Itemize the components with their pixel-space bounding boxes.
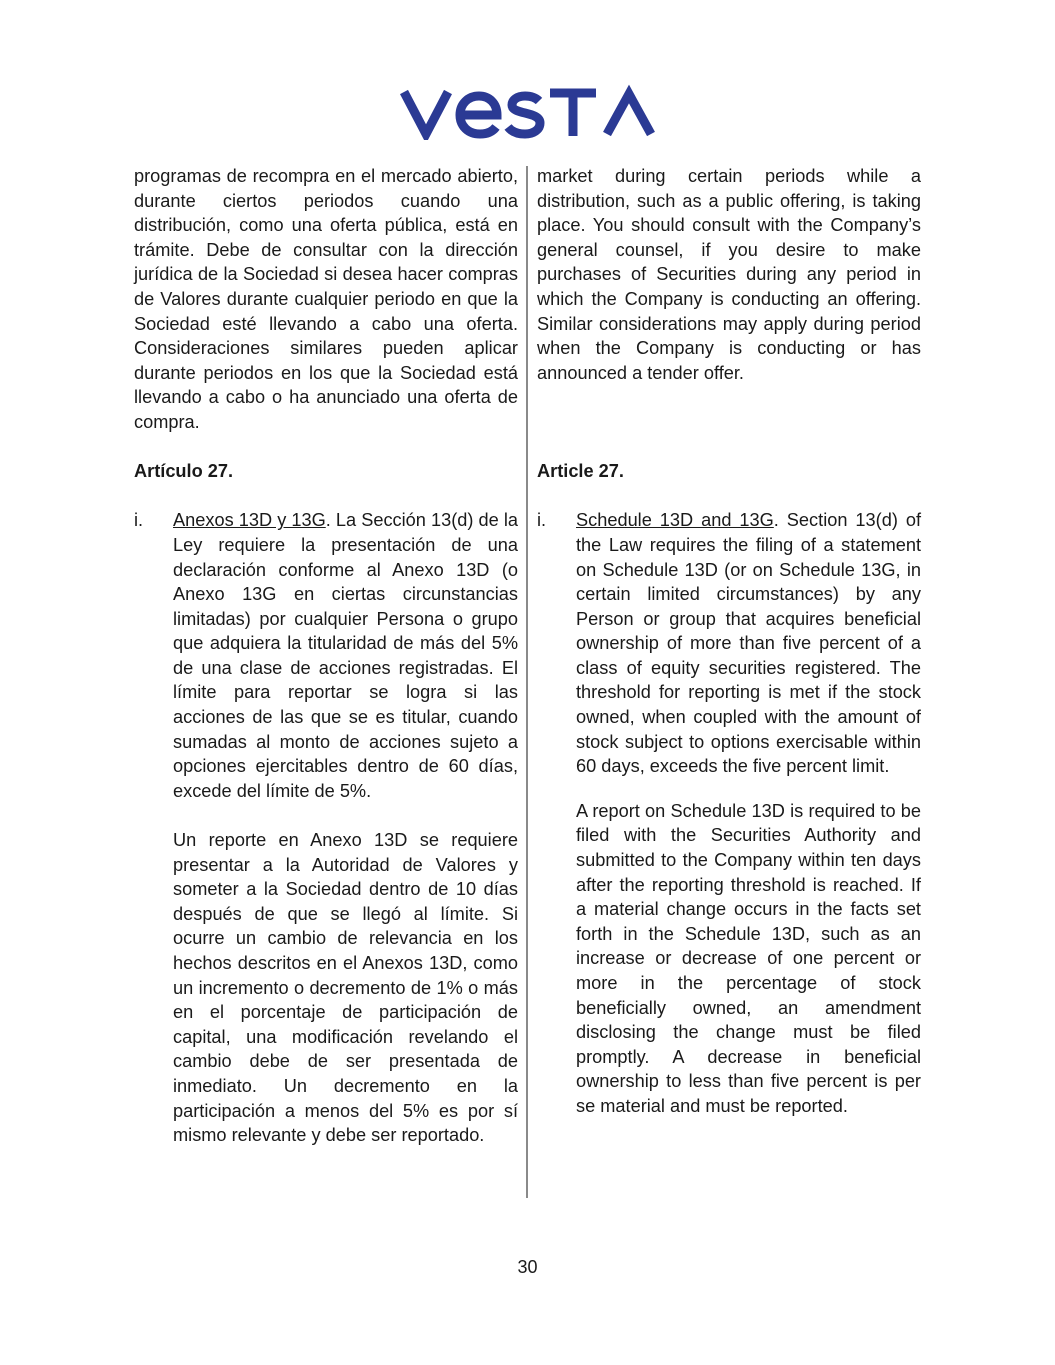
spanish-article-heading: Artículo 27. [134,461,234,482]
english-intro-paragraph: market during certain periods while a distribution, such as a public offering, is taking place. You should consult with the Company’s general counsel, if you desire to make purchases of Securities during any period in which the Company is conducting an offering. Similar considerations may apply during period when the Company is conducting or has announced a tender offer. [537,166,921,383]
english-article-heading: Article 27. [537,461,624,482]
english-column [537,164,921,1119]
list-marker: i. [134,510,144,531]
english-item-paragraph-1 [576,508,921,779]
spanish-column [134,164,518,1148]
vesta-logo [400,84,656,140]
spanish-item-paragraph-1 [173,508,518,803]
list-marker: i. [537,510,547,531]
spanish-item-text: . La Sección 13(d) de la Ley requiere la presentación de una declaración conforme al Anexo 13D (o Anexo 13G en ciertas circunstancias limitadas) por cualquier Persona o grupo que adquiera la titularidad de más del 5% de una clase de acciones registradas. El límite para reportar se logra si las acciones de las que se es titular, cuando sumadas al monto de acciones sujeto a opciones ejercitables dentro de 60 días, excede del límite de 5%. [173,510,518,801]
spanish-item-title: Anexos 13D y 13G [173,510,326,531]
english-item-title: Schedule 13D and 13G [576,510,774,531]
spanish-list-item [134,508,518,1147]
spanish-intro-paragraph: programas de recompra en el mercado abierto, durante ciertos periodos cuando una distribución, como una oferta pública, está en trámite. Debe de consultar con la dirección jurídica de la Sociedad si desea hacer compras de Valores durante cualquier periodo en que la Sociedad esté llevando a cabo una oferta. Consideraciones similares pueden aplicar durante periodos en los que la Sociedad está llevando a cabo o ha anunciado una oferta de compra. [134,166,518,432]
spanish-item-paragraph-2: Un reporte en Anexo 13D se requiere presentar a la Autoridad de Valores y someter a la Sociedad dentro de 10 días después de que se llegó al límite. Si ocurre un cambio de relevancia en los hechos descritos en el Anexos 13D, como un incremento o decremento de 1% o más en el porcentaje de participación de capital, una modificación revelando el cambio debe de ser presentada de inmediato. Un decremento en la participación a menos del 5% es por sí mismo relevante y debe ser reportado. [173,830,518,1146]
english-list-item [537,508,921,1118]
vesta-logo-icon [400,84,656,140]
english-item-text: . Section 13(d) of the Law requires the filing of a statement on Schedule 13D (or on Schedule 13G, in certain limited circumstances) by any Person or group that acquires beneficial ownership of more than five percent of a class of equity securities registered. The threshold for reporting is met if the stock owned, when coupled with the amount of stock subject to options exercisable within 60 days, exceeds the five percent limit. [576,510,921,777]
column-divider [526,166,528,1198]
english-item-paragraph-2: A report on Schedule 13D is required to be filed with the Securities Authority and submitted to the Company within ten days after the reporting threshold is reached. If a material change occurs in the facts set forth in the Schedule 13D, such as an increase or decrease of one percent or more in the percentage of stock beneficially owned, an amendment disclosing the change must be filed promptly. A decrease in beneficial ownership to less than five percent is per se material and must be reported. [576,800,921,1116]
page-number: 30 [517,1257,538,1277]
